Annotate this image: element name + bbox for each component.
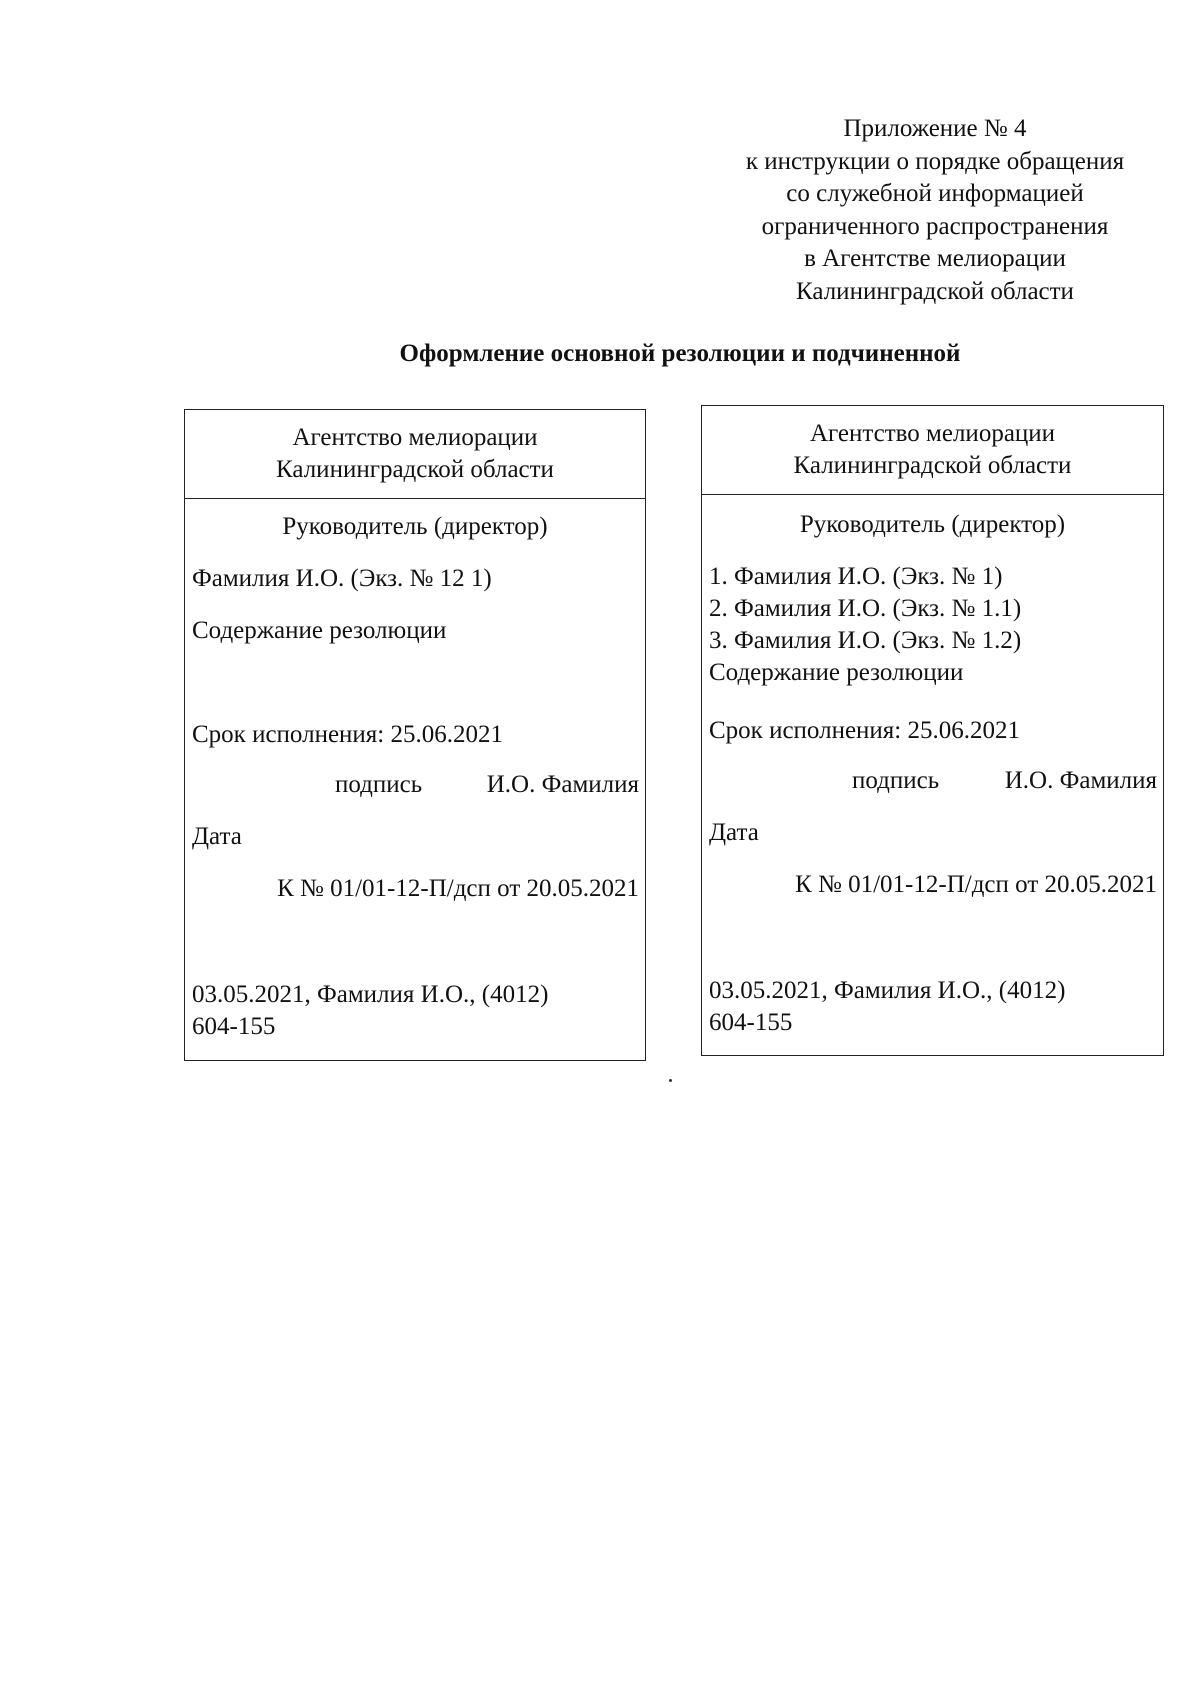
card-header: [185, 410, 645, 499]
annex-line: Калининградской области: [796, 277, 1074, 305]
agency-name-line: Калининградской области: [793, 452, 1072, 479]
resolution-content: Содержание резолюции: [192, 617, 447, 644]
agency-name-line: Агентство мелиорации: [809, 420, 1056, 447]
scan-speck: [669, 1079, 672, 1082]
annex-line: Приложение № 4: [843, 115, 1027, 142]
annex-block: [700, 113, 1170, 308]
signature-label: подпись: [852, 767, 940, 794]
role-label: Руководитель (директор): [282, 513, 548, 540]
agency-name-line: Агентство мелиорации: [292, 424, 538, 451]
footer-line: 604-155: [192, 1013, 276, 1040]
date-label: Дата: [192, 823, 242, 850]
footer-line: 03.05.2021, Фамилия И.О., (4012): [709, 977, 1066, 1004]
subordinate-resolution-card: [701, 405, 1164, 1056]
signature-label: подпись: [335, 771, 423, 798]
deadline-line: Срок исполнения: 25.06.2021: [192, 721, 503, 748]
date-label: Дата: [709, 819, 759, 846]
main-resolution-card: [184, 409, 646, 1061]
addressee-line: 2. Фамилия И.О. (Экз. № 1.1): [709, 595, 1022, 622]
page-title: Оформление основной резолюции и подчиненной: [399, 340, 961, 367]
signer-name: И.О. Фамилия: [1004, 767, 1157, 794]
signer-name: И.О. Фамилия: [486, 771, 639, 798]
addressee-line: Фамилия И.О. (Экз. № 12 1): [192, 565, 492, 592]
annex-line: ограниченного распространения: [761, 212, 1109, 240]
addressee-line: 3. Фамилия И.О. (Экз. № 1.2): [709, 627, 1022, 654]
deadline-line: Срок исполнения: 25.06.2021: [709, 717, 1020, 744]
reference-line: К № 01/01-12-П/дсп от 20.05.2021: [795, 871, 1157, 898]
annex-line: со служебной информацией: [786, 180, 1084, 207]
card-body: [702, 495, 1163, 1055]
card-header: [702, 406, 1163, 495]
footer-line: 03.05.2021, Фамилия И.О., (4012): [192, 981, 549, 1008]
resolution-content: Содержание резолюции: [709, 659, 964, 686]
footer-line: 604-155: [709, 1009, 793, 1036]
reference-line: К № 01/01-12-П/дсп от 20.05.2021: [277, 875, 639, 902]
card-body: [185, 499, 645, 1059]
addressee-line: 1. Фамилия И.О. (Экз. № 1): [709, 563, 1003, 590]
annex-line: к инструкции о порядке обращения: [745, 147, 1125, 175]
agency-name-line: Калининградской области: [276, 456, 554, 483]
role-label: Руководитель (директор): [799, 511, 1066, 538]
annex-line: в Агентстве мелиорации: [804, 245, 1066, 272]
